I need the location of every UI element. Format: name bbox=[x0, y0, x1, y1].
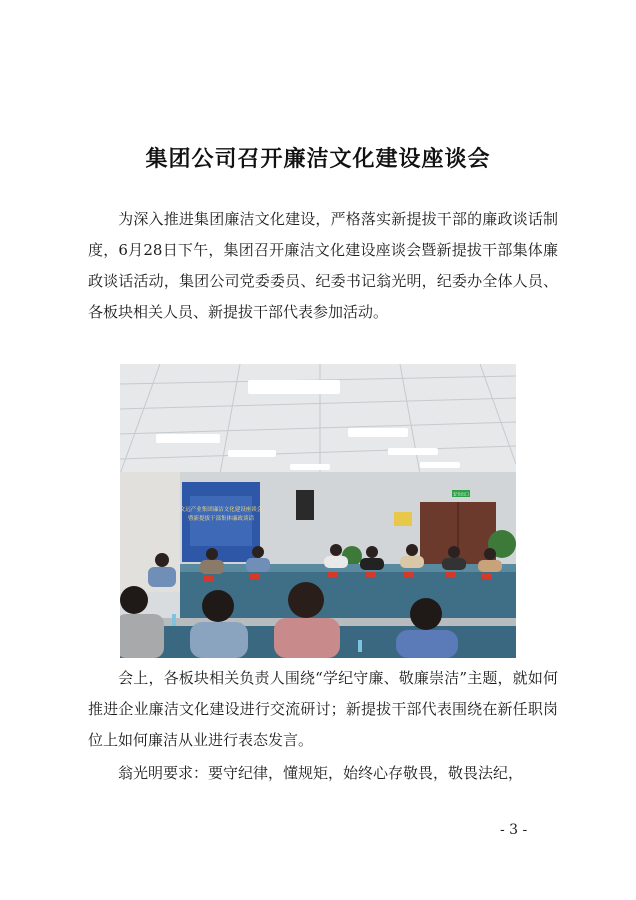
meeting-photo-illustration bbox=[120, 364, 516, 658]
paragraph-intro-text: 为深入推进集团廉洁文化建设，严格落实新提拔干部的廉政谈话制度，6月28日下午，集团召开廉洁文化建设座谈会暨新提拔干部集体廉政谈话活动，集团公司党委委员、纪委书记翁光明，纪委办全体人员、各板块相关人员、新提拔干部代表参加活动。 bbox=[88, 210, 558, 321]
document-title: 集团公司召开廉洁文化建设座谈会 bbox=[145, 146, 491, 172]
paragraph-requirements bbox=[88, 758, 558, 789]
meeting-photo bbox=[120, 364, 516, 658]
wall-notice bbox=[394, 512, 412, 526]
paragraph-discussion bbox=[88, 663, 558, 756]
screen-title-line2: 暨新提拔干部集体廉政谈话 bbox=[187, 516, 255, 522]
paragraph-requirements-text: 翁光明要求：要守纪律，懂规矩，始终心存敬畏，敬畏法纪， bbox=[118, 764, 524, 782]
paragraph-discussion-text: 会上，各板块相关负责人围绕“学纪守廉、敬廉崇洁”主题，就如何推进企业廉洁文化建设进行交流研讨；新提拔干部代表围绕在新任职岗位上如何廉洁从业进行表态发言。 bbox=[88, 669, 558, 749]
speaker-box bbox=[296, 490, 314, 520]
screen-title-line1: 文远产业集团廉洁文化建设座谈会 bbox=[179, 507, 263, 513]
exit-sign-text: 安全出口 bbox=[453, 491, 469, 497]
page-number: - 3 - bbox=[500, 822, 528, 838]
paragraph-intro bbox=[88, 204, 558, 328]
